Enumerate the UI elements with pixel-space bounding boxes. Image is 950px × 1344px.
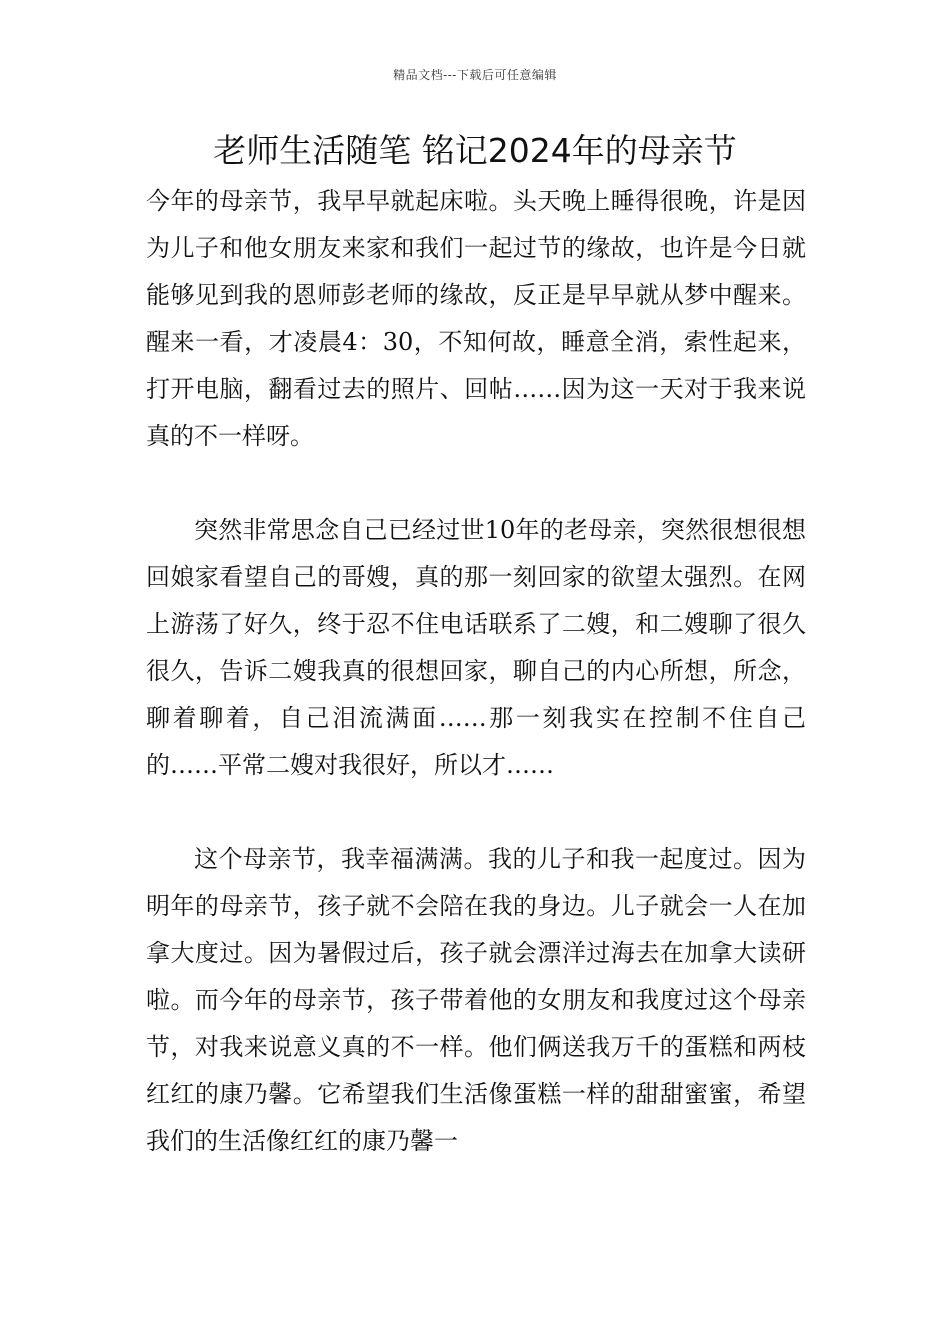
paragraph-2: 突然非常思念自己已经过世10年的老母亲，突然很想很想回娘家看望自己的哥嫂，真的那一刻回家的欲望太强烈。在网上游荡了好久，终于忍不住电话联系了二嫂，和二嫂聊了很久很久，告诉二嫂我真的很想回家，聊自己的内心所想，所念，聊着聊着，自己泪流满面……那一刻我实在控制不住自己的……平常二嫂对我很好，所以才…… — [146, 516, 806, 779]
paragraph-1: 今年的母亲节，我早早就起床啦。头天晚上睡得很晚，许是因为儿子和他女朋友来家和我们一起过节的缘故，也许是今日就能够见到我的恩师彭老师的缘故，反正是早早就从梦中醒来。醒来一看，才凌晨4：30，不知何故，睡意全消，索性起来，打开电脑，翻看过去的照片、回帖……因为这一天对于我来说真的不一样呀。 — [146, 187, 806, 450]
document-title: 老师生活随笔 铭记2024年的母亲节 — [213, 131, 737, 170]
document-header-note: 精品文档---下载后可任意编辑 — [393, 68, 557, 82]
document-body — [146, 178, 806, 1165]
paragraph-3: 这个母亲节，我幸福满满。我的儿子和我一起度过。因为明年的母亲节，孩子就不会陪在我的身边。儿子就会一人在加拿大度过。因为暑假过后，孩子就会漂洋过海去在加拿大读研啦。而今年的母亲节，孩子带着他的女朋友和我度过这个母亲节，对我来说意义真的不一样。他们俩送我万千的蛋糕和两枝红红的康乃馨。它希望我们生活像蛋糕一样的甜甜蜜蜜，希望我们的生活像红红的康乃馨一 — [146, 845, 806, 1155]
